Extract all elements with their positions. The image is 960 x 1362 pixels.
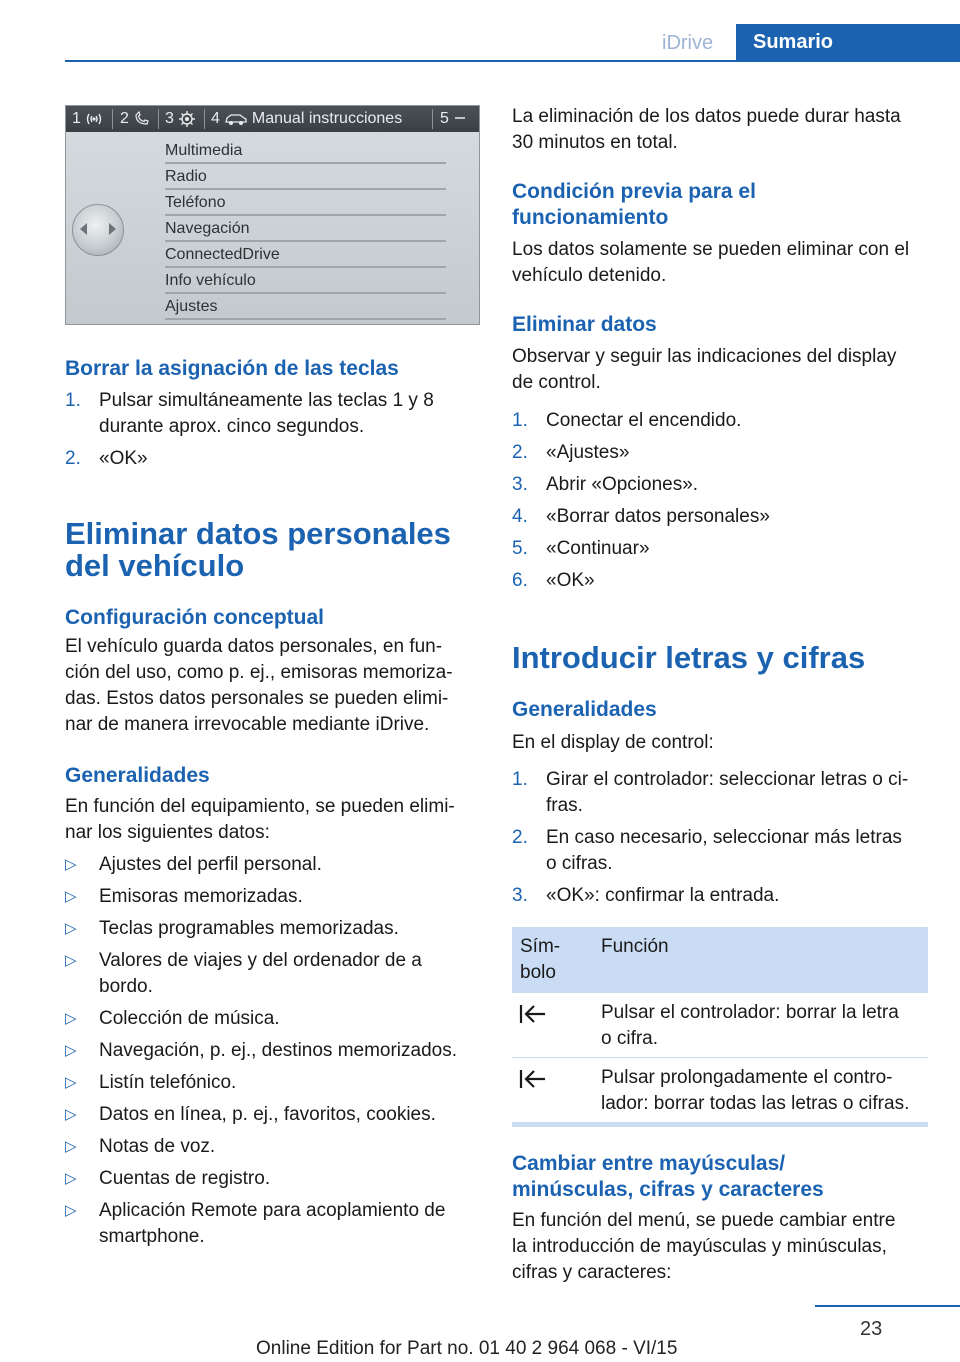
paragraph-line: ción del uso, como p. ej., emisoras memoriza- xyxy=(65,662,453,683)
step-text: «Borrar datos personales» xyxy=(546,506,770,527)
screen-tab-divider xyxy=(158,109,159,129)
step-text: Abrir «Opciones». xyxy=(546,474,699,495)
arrow-right-icon xyxy=(109,223,116,235)
header-section-tab[interactable]: Sumario xyxy=(736,24,960,61)
step-number: 4. xyxy=(512,506,528,527)
screen-tab-4-label: Manual instrucciones xyxy=(251,110,403,127)
step-number: 3. xyxy=(512,885,528,906)
bullet-triangle-icon: ▷ xyxy=(65,1010,77,1027)
table-row-function: Pulsar el controlador: borrar la letra xyxy=(601,1002,899,1023)
car-icon xyxy=(224,111,248,127)
screen-tab-5 xyxy=(440,106,467,132)
step-number: 1. xyxy=(65,390,81,411)
bullet-triangle-icon: ▷ xyxy=(65,888,77,905)
bullet-triangle-icon: ▷ xyxy=(65,1106,77,1123)
bullet-item: Listín telefónico. xyxy=(99,1072,237,1093)
paragraph-line: La eliminación de los datos puede durar hasta xyxy=(512,106,901,127)
controller-knob-icon xyxy=(72,204,124,256)
screen-menu-item: Teléfono xyxy=(165,191,446,216)
step-text: Conectar el encendido. xyxy=(546,410,742,431)
back-delete-icon xyxy=(518,1003,548,1025)
paragraph-line: Los datos solamente se pueden eliminar con el xyxy=(512,239,910,260)
condicion-heading: Condición previa para el xyxy=(512,180,756,203)
paragraph-line: 30 minutos en total. xyxy=(512,132,678,153)
step-text: Girar el controlador: seleccionar letras o ci- xyxy=(546,769,909,790)
paragraph-line: En función del menú, se puede cambiar entre xyxy=(512,1210,896,1231)
paragraph-line: nar de manera irrevocable mediante iDrive. xyxy=(65,714,430,735)
table-row-divider xyxy=(512,1057,928,1058)
bullet-triangle-icon: ▷ xyxy=(65,1202,77,1219)
bullet-item: Teclas programables memorizadas. xyxy=(99,918,399,939)
arrow-left-icon xyxy=(80,223,87,235)
header-rule xyxy=(65,60,960,62)
bullet-item-cont: bordo. xyxy=(99,976,153,997)
screen-tab-3-number: 3 xyxy=(165,110,174,127)
screen-tab-1 xyxy=(72,106,103,132)
screen-menu-item: Navegación xyxy=(165,217,446,242)
step-number: 2. xyxy=(512,827,528,848)
idrive-screen-image xyxy=(65,105,480,325)
table-header-symbol: Sím- xyxy=(520,936,561,957)
header-chapter: iDrive xyxy=(662,32,714,54)
step-number: 3. xyxy=(512,474,528,495)
borrar-asignacion-heading: Borrar la asignación de las teclas xyxy=(65,357,399,380)
screen-tab-divider xyxy=(112,109,113,129)
condicion-heading-line2: funcionamiento xyxy=(512,206,669,229)
bullet-triangle-icon: ▷ xyxy=(65,920,77,937)
bullet-item: Valores de viajes y del ordenador de a xyxy=(99,950,422,971)
screen-menu-item: Multimedia xyxy=(165,139,446,164)
bullet-triangle-icon: ▷ xyxy=(65,1170,77,1187)
paragraph-line: El vehículo guarda datos personales, en fun- xyxy=(65,636,443,657)
step-text: «OK» xyxy=(99,448,148,469)
bullet-item: Aplicación Remote para acoplamiento de xyxy=(99,1200,446,1221)
step-text: «OK» xyxy=(546,570,595,591)
step-text: «Ajustes» xyxy=(546,442,630,463)
screen-menu-item: ConnectedDrive xyxy=(165,243,446,268)
screen-menu-item: Info vehículo xyxy=(165,269,446,294)
screen-tab-5-number: 5 xyxy=(440,110,449,127)
screen-tab-divider xyxy=(204,109,205,129)
table-row-function: o cifra. xyxy=(601,1028,659,1049)
screen-menu-item: Radio xyxy=(165,165,446,190)
screen-tab-bar xyxy=(66,106,479,132)
table-bottom-rule xyxy=(512,1122,928,1127)
generalidades-heading-2: Generalidades xyxy=(512,698,657,721)
bullet-item-cont: smartphone. xyxy=(99,1226,205,1247)
screen-tab-3 xyxy=(165,106,196,132)
screen-tab-1-number: 1 xyxy=(72,110,81,127)
media-icon xyxy=(85,111,103,127)
screen-tab-2-number: 2 xyxy=(120,110,129,127)
step-text: «OK»: confirmar la entrada. xyxy=(546,885,780,906)
step-text: Pulsar simultáneamente las teclas 1 y 8 xyxy=(99,390,434,411)
bullet-triangle-icon: ▷ xyxy=(65,952,77,969)
eliminar-datos-heading: Eliminar datos xyxy=(512,313,657,336)
step-text: fras. xyxy=(546,795,583,816)
step-number: 1. xyxy=(512,410,528,431)
paragraph-line: vehículo detenido. xyxy=(512,265,667,286)
paragraph-line: nar los siguientes datos: xyxy=(65,822,270,843)
paragraph-line: de control. xyxy=(512,372,601,393)
bullet-triangle-icon: ▷ xyxy=(65,1042,77,1059)
gear-icon xyxy=(178,110,196,128)
symbol-table-header xyxy=(512,927,928,993)
eliminar-datos-title-line2: del vehículo xyxy=(65,548,245,583)
table-row-function: lador: borrar todas las letras o cifras. xyxy=(601,1093,910,1114)
step-text: «Continuar» xyxy=(546,538,650,559)
bullet-triangle-icon: ▷ xyxy=(65,856,77,873)
bullet-item: Emisoras memorizadas. xyxy=(99,886,303,907)
screen-menu-item: Ajustes xyxy=(165,295,446,320)
step-number: 6. xyxy=(512,570,528,591)
table-header-function: Función xyxy=(601,936,669,957)
phone-icon xyxy=(133,111,151,127)
eliminar-datos-title: Eliminar datos personales xyxy=(65,516,451,551)
table-row-function: Pulsar prolongadamente el contro- xyxy=(601,1067,893,1088)
step-number: 2. xyxy=(512,442,528,463)
generalidades-heading: Generalidades xyxy=(65,764,210,787)
paragraph-line: Observar y seguir las indicaciones del display xyxy=(512,346,897,367)
bullet-item: Colección de música. xyxy=(99,1008,280,1029)
cambiar-heading: Cambiar entre mayúsculas/ xyxy=(512,1152,786,1175)
paragraph-line: cifras y caracteres: xyxy=(512,1262,672,1283)
bullet-item: Notas de voz. xyxy=(99,1136,216,1157)
minimize-icon xyxy=(453,111,467,127)
cambiar-heading-line2: minúsculas, cifras y caracteres xyxy=(512,1178,824,1201)
back-delete-icon xyxy=(518,1068,548,1090)
edition-note: Online Edition for Part no. 01 40 2 964 068 - VI/15 xyxy=(256,1338,678,1359)
bullet-triangle-icon: ▷ xyxy=(65,1074,77,1091)
screen-tab-2 xyxy=(120,106,151,132)
step-number: 1. xyxy=(512,769,528,790)
paragraph-line: das. Estos datos personales se pueden elimi- xyxy=(65,688,449,709)
step-number: 2. xyxy=(65,448,81,469)
paragraph-line: En función del equipamiento, se pueden elimi- xyxy=(65,796,455,817)
step-text: durante aprox. cinco segundos. xyxy=(99,416,365,437)
bullet-item: Cuentas de registro. xyxy=(99,1168,271,1189)
bullet-item: Datos en línea, p. ej., favoritos, cookies. xyxy=(99,1104,436,1125)
configuracion-heading: Configuración conceptual xyxy=(65,606,325,629)
screen-tab-4 xyxy=(211,106,402,132)
step-number: 5. xyxy=(512,538,528,559)
bullet-item: Navegación, p. ej., destinos memorizados. xyxy=(99,1040,458,1061)
step-text: o cifras. xyxy=(546,853,613,874)
screen-tab-divider xyxy=(432,109,433,129)
table-header-symbol-line2: bolo xyxy=(520,962,556,983)
paragraph-line: la introducción de mayúsculas y minúsculas, xyxy=(512,1236,887,1257)
paragraph-line: En el display de control: xyxy=(512,732,714,753)
page-number: 23 xyxy=(860,1318,883,1340)
introducir-letras-title: Introducir letras y cifras xyxy=(512,640,866,675)
bullet-triangle-icon: ▷ xyxy=(65,1138,77,1155)
footer-rule xyxy=(815,1305,960,1307)
step-text: En caso necesario, seleccionar más letras xyxy=(546,827,902,848)
screen-tab-4-number: 4 xyxy=(211,110,220,127)
bullet-item: Ajustes del perfil personal. xyxy=(99,854,322,875)
